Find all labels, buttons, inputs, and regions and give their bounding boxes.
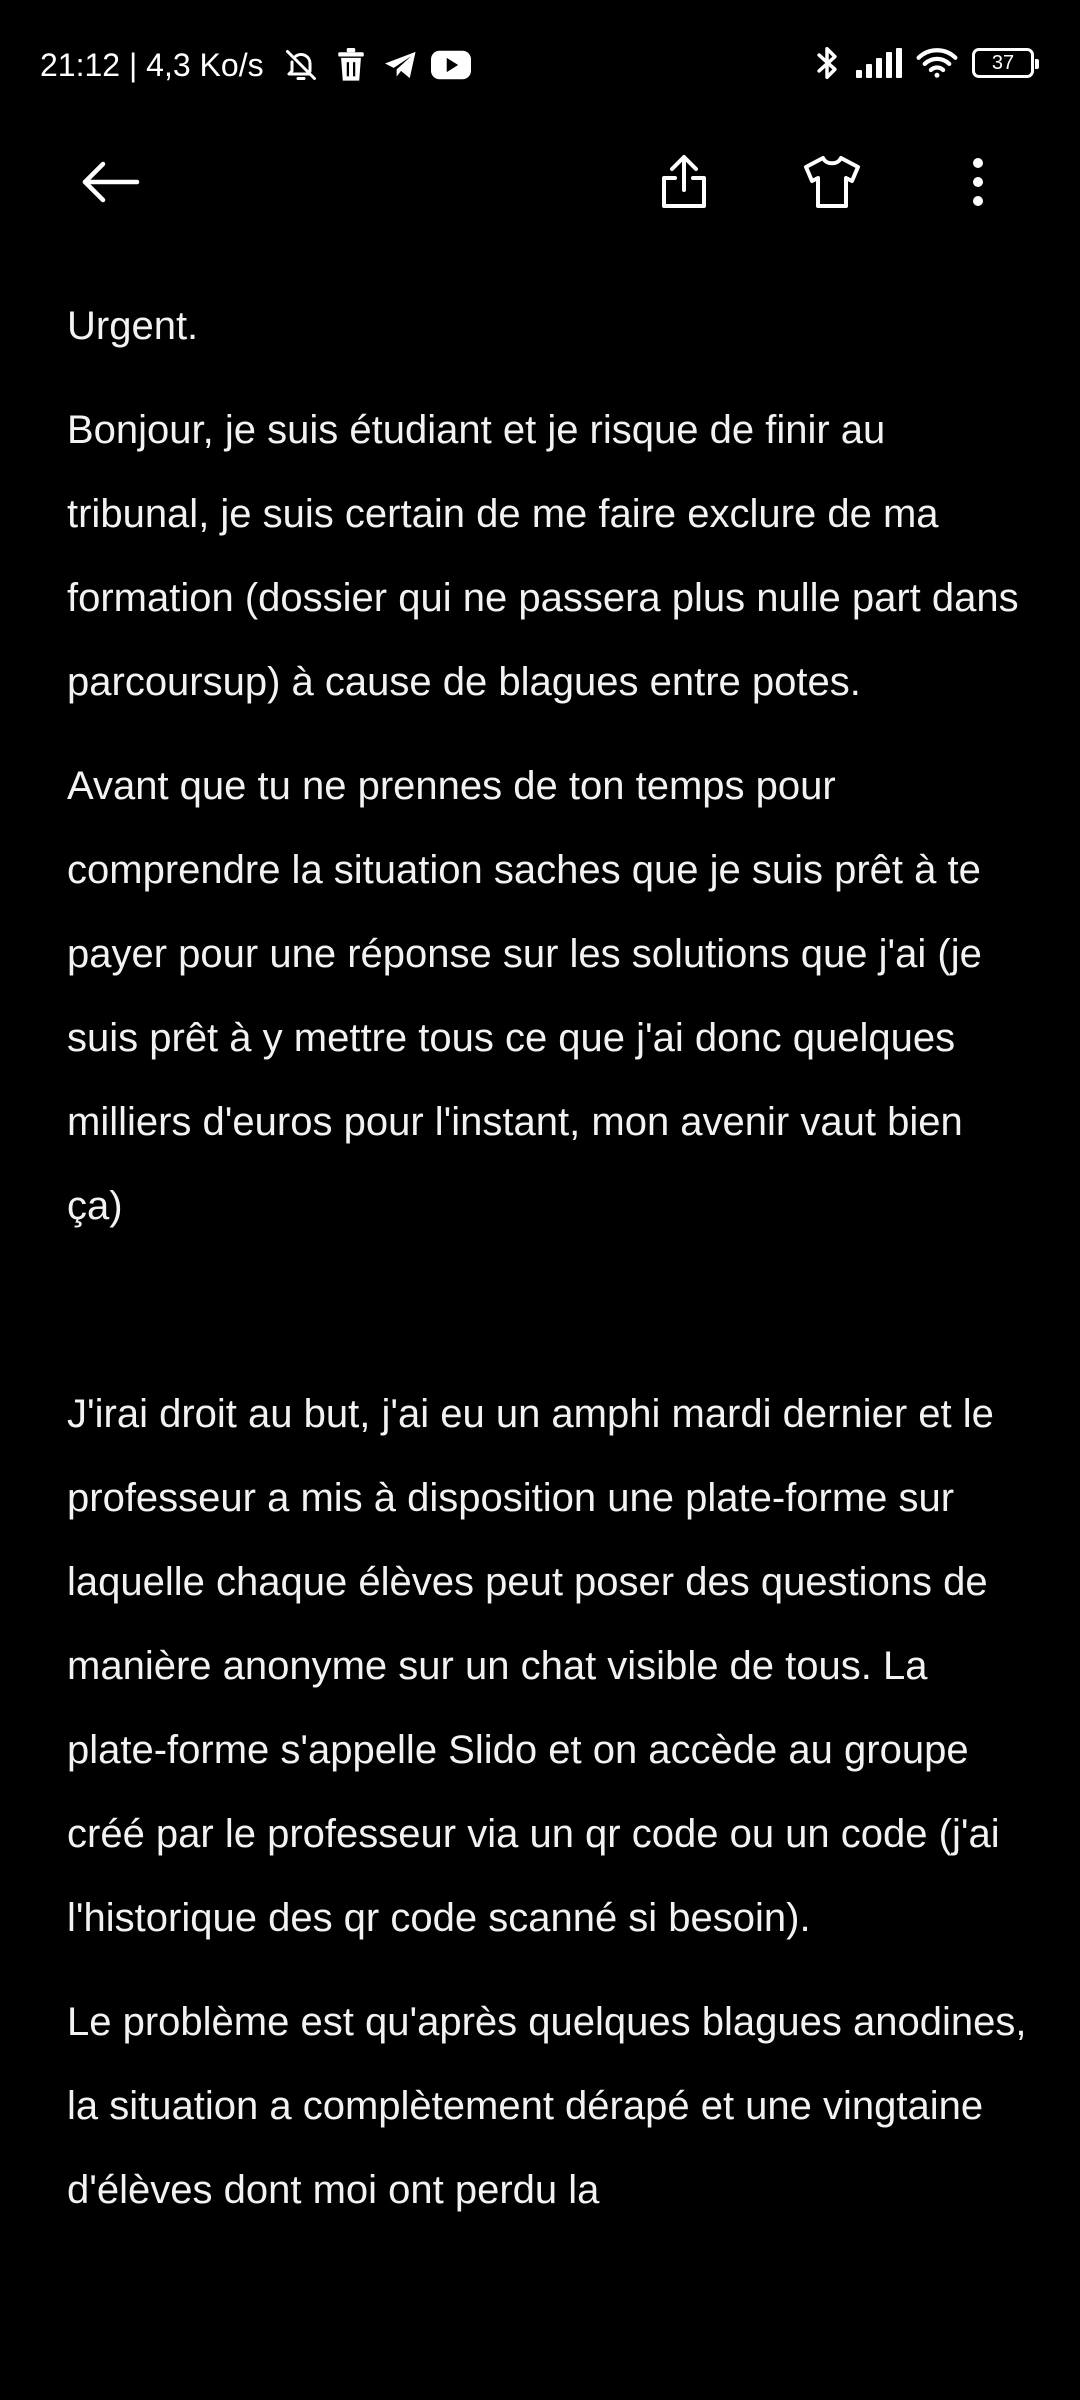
more-options-button[interactable] — [946, 150, 1010, 214]
battery-level: 37 — [972, 48, 1034, 78]
telegram-icon — [380, 44, 422, 86]
wifi-icon — [916, 47, 958, 79]
battery-icon — [972, 48, 1034, 78]
note-paragraph: Avant que tu ne prennes de ton temps pour comprendre la situation saches que je suis prêt à te payer pour une réponse sur les solutions que j'ai (je suis prêt à y mettre tous ce que j'ai donc quelques milliers d'euros pour l'instant, mon avenir vaut bien ça) — [67, 764, 982, 1228]
note-content[interactable] — [67, 284, 1027, 2252]
youtube-icon — [430, 44, 472, 86]
trash-icon — [330, 44, 372, 86]
share-icon — [658, 154, 710, 210]
bell-off-icon — [280, 44, 322, 86]
status-right — [798, 40, 1034, 86]
note-paragraph: J'irai droit au but, j'ai eu un amphi mardi dernier et le professeur a mis à disposition une plate-forme sur laquelle chaque élèves peut poser des questions de manière anonyme sur un chat visible de tous. La plate-forme s'appelle Slido et on accède au groupe créé par le professeur via un qr code ou un code (j'ai l'historique des qr code scanné si besoin). — [67, 1392, 1000, 1940]
back-button[interactable] — [78, 150, 142, 214]
more-vertical-icon — [971, 156, 985, 208]
status-bar — [0, 0, 1080, 130]
note-paragraph: Urgent. — [67, 304, 199, 348]
theme-shirt-icon — [802, 155, 862, 209]
back-arrow-icon — [79, 160, 141, 204]
note-paragraph: Bonjour, je suis étudiant et je risque de finir au tribunal, je suis certain de me faire exclure de ma formation (dossier qui ne passera plus nulle part dans parcoursup) à cause de blagues entre potes. — [67, 408, 1019, 704]
bluetooth-icon — [812, 44, 842, 82]
toolbar — [0, 130, 1080, 230]
signal-icon — [856, 48, 902, 78]
theme-button[interactable] — [800, 150, 864, 214]
blank-line — [67, 1268, 1027, 1372]
status-time-speed: 21:12 | 4,3 Ko/s — [40, 46, 264, 83]
status-left — [40, 42, 472, 88]
notification-icons — [272, 44, 472, 86]
share-button[interactable] — [652, 150, 716, 214]
note-paragraph: Le problème est qu'après quelques blagues anodines, la situation a complètement dérapé et une vingtaine d'élèves dont moi ont perdu la — [67, 2000, 1027, 2212]
